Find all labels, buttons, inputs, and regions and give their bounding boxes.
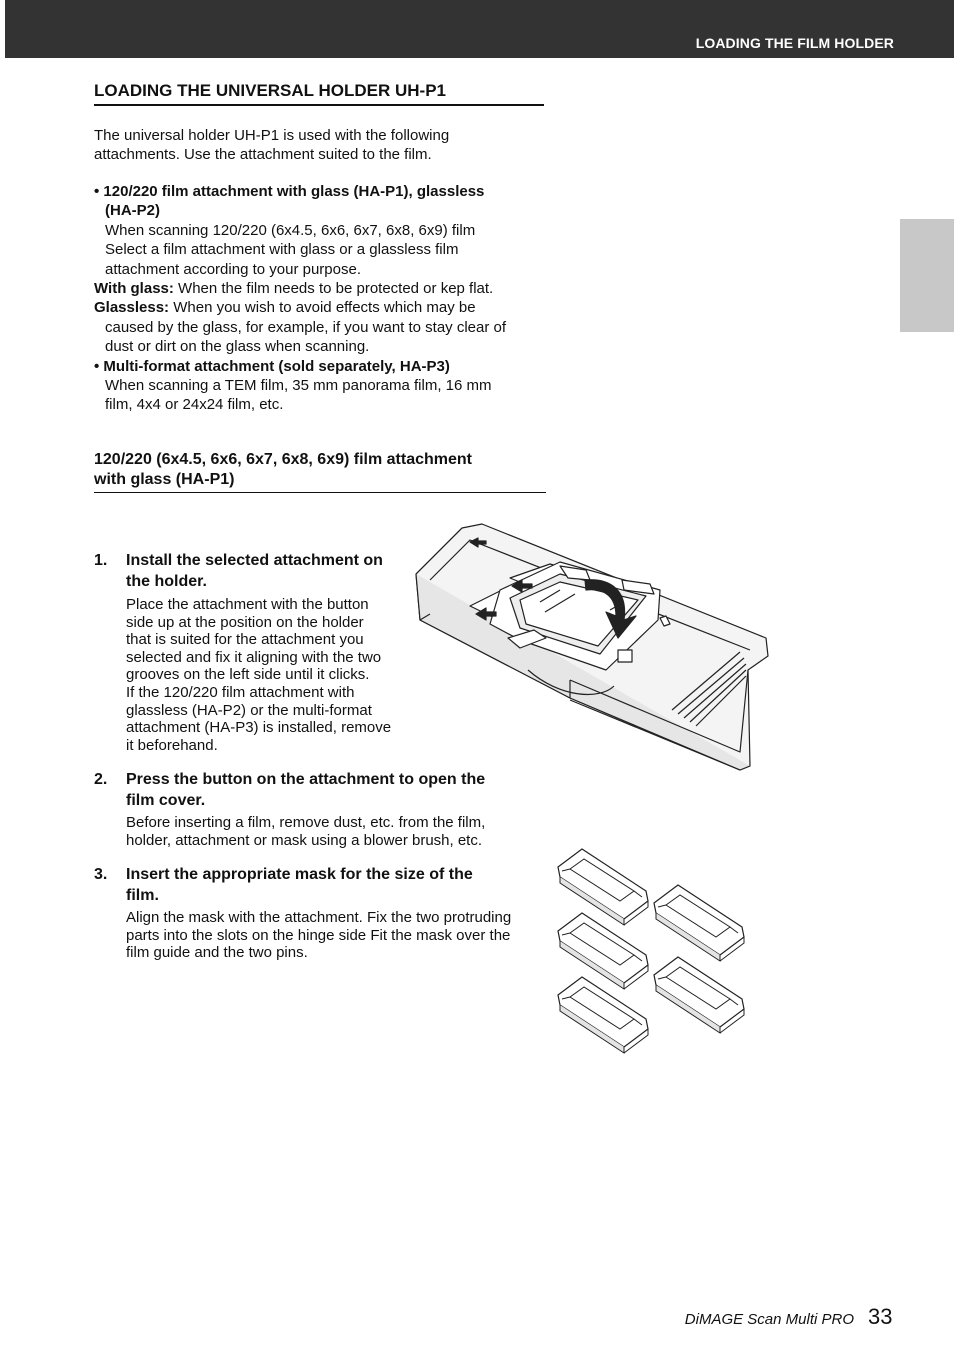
film-mask [654, 957, 744, 1033]
attachment-item-1-line: attachment according to your purpose. [105, 260, 361, 278]
page-number: 33 [868, 1304, 893, 1329]
with-glass-label: With glass: [94, 280, 174, 298]
attachment-item-1-line: When scanning 120/220 (6x4.5, 6x6, 6x7, 6x8, 6x9) film [105, 221, 476, 239]
intro-line: The universal holder UH-P1 is used with the following [94, 127, 450, 144]
step-1-title-line: the holder. [126, 572, 207, 590]
step-1-line: it beforehand. [126, 736, 218, 754]
step-1-line: Place the attachment with the button [126, 596, 369, 613]
step-3-title-line: film. [126, 886, 159, 904]
step-1-line: glassless (HA-P2) or the multi-format [126, 701, 372, 719]
step-3-line: film guide and the two pins. [126, 944, 308, 962]
attachment-item-2-title: • Multi-format attachment (sold separately, HA-P3) [94, 357, 450, 375]
attachment-item-1-title-cont: (HA-P2) [105, 202, 160, 220]
step-3-line: Align the mask with the attachment. Fix the two protruding [126, 909, 512, 926]
section-title: LOADING THE UNIVERSAL HOLDER UH-P1 [94, 81, 544, 106]
chapter-tab [900, 219, 954, 332]
glassless-line: dust or dirt on the glass when scanning. [105, 338, 370, 356]
step-1-line: that is suited for the attachment you [126, 631, 364, 649]
film-holder-illustration [410, 520, 772, 775]
attachment-item-1 [94, 182, 554, 415]
running-header-title: LOADING THE FILM HOLDER [695, 35, 894, 51]
step-2-line: Before inserting a film, remove dust, etc. from the film, [126, 814, 486, 831]
film-mask [558, 913, 648, 989]
subsection-title-line: with glass (HA-P1) [94, 471, 235, 488]
step-number: 3. [94, 866, 108, 883]
header-bar [5, 0, 954, 58]
subsection-title-line: 120/220 (6x4.5, 6x6, 6x7, 6x8, 6x9) film attachment [94, 451, 473, 468]
step-1-line: If the 120/220 film attachment with [126, 683, 355, 701]
with-glass-note [94, 279, 554, 298]
step-1-line: selected and fix it aligning with the two [126, 648, 382, 666]
subsection-title [94, 450, 546, 493]
attachment-item-2-line: film, 4x4 or 24x24 film, etc. [105, 396, 284, 414]
step-1-body [126, 596, 426, 754]
film-mask [558, 977, 648, 1053]
step-1-title-line: Install the selected attachment on [126, 552, 383, 569]
step-2-body [126, 814, 556, 849]
step-1-line: grooves on the left side until it clicks. [126, 666, 370, 684]
attachment-item-1-title: • 120/220 film attachment with glass (HA-P1), glassless [94, 183, 485, 200]
intro-line: attachments. Use the attachment suited to the film. [94, 146, 432, 164]
step-3-line: parts into the slots on the hinge side Fit the mask over the [126, 926, 511, 944]
step-2-heading [94, 770, 554, 811]
step-3-heading [94, 865, 554, 906]
film-mask [558, 849, 648, 925]
with-glass-text: When the film needs to be protected or kep flat. [173, 280, 494, 298]
attachment-item-2-line: When scanning a TEM film, 35 mm panorama film, 16 mm [105, 377, 492, 395]
film-mask [654, 885, 744, 961]
step-1-line: side up at the position on the holder [126, 613, 364, 631]
step-2-title-line: film cover. [126, 791, 206, 809]
footer-product-name: DiMAGE Scan Multi PRO [684, 1311, 854, 1328]
attachment-item-1-line: Select a film attachment with glass or a glassless film [105, 241, 459, 259]
glassless-note [94, 298, 554, 317]
step-3-title-line: Insert the appropriate mask for the size of the [126, 866, 473, 883]
step-1-heading [94, 551, 424, 592]
intro-paragraph [94, 126, 544, 165]
glassless-label: Glassless: [94, 299, 170, 317]
step-number: 2. [94, 771, 108, 788]
film-masks-illustration [552, 843, 747, 1053]
step-2-line: holder, attachment or mask using a blower brush, etc. [126, 831, 483, 849]
step-1-line: attachment (HA-P3) is installed, remove [126, 719, 392, 737]
step-number: 1. [94, 552, 108, 569]
glassless-line: caused by the glass, for example, if you want to stay clear of [105, 318, 507, 336]
step-2-title-line: Press the button on the attachment to open the [126, 771, 486, 788]
glassless-text: When you wish to avoid effects which may be [169, 299, 476, 317]
step-3-body [126, 909, 566, 962]
